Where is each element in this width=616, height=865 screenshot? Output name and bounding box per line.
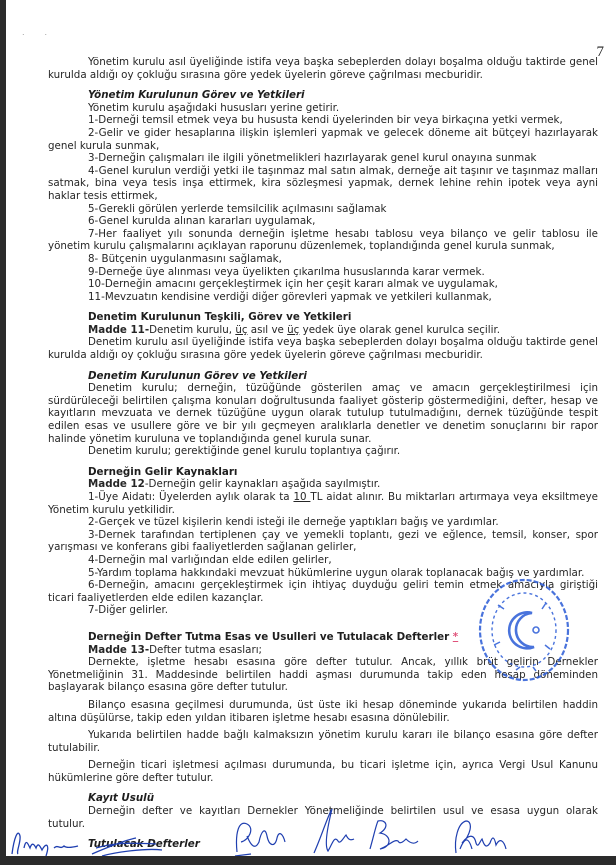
list-item: 4-Derneğin mal varlığından elde edilen gelirler, bbox=[88, 553, 332, 566]
underlined-count: üç bbox=[287, 323, 300, 336]
text: Defter tutma esasları; bbox=[149, 643, 263, 656]
list-item: 5-Gerekli görülen yerlerde temsilcilik açılmasını sağlamak bbox=[88, 202, 387, 215]
scan-specks: .. bbox=[22, 28, 68, 37]
section-heading-denetim-gorev: Denetim Kurulunun Görev ve Yetkileri bbox=[88, 369, 307, 382]
list-item: 10-Derneğin amacını gerçekleştirmek için her çeşit kararı almak ve uygulamak, bbox=[88, 278, 498, 291]
paragraph: Derneğin ticari işletmesi açılması durumunda, bu ticari işletme için, ayrıca Vergi Usul Kanunu hükümlerine göre defter tutulur. bbox=[48, 759, 598, 784]
paragraph: Denetim kurulu asıl üyeliğinde istifa veya başka sebeplerden dolayı boşalma olduğu taktirde genel kurulda aldığı oy çokluğu sırasına göre yedek üyelerin göreve çağrılması mecburidir. bbox=[48, 336, 598, 362]
text: 1-Üye Aidatı: Üyelerden aylık olarak ta bbox=[88, 491, 294, 503]
list-item: 7-Her faaliyet yılı sonunda derneğin işletme hesabı tablosu veya bilanço ve gelir tablosu ile yönetim kurulu çalışmalarını açıklayan raporunu düzenlemek, toplandığında genel kurula sunmak, bbox=[48, 227, 598, 253]
page-number: 7 bbox=[596, 44, 604, 60]
list-item: 8- Bütçenin uygulanmasını sağlamak, bbox=[88, 252, 282, 265]
list-item bbox=[48, 491, 598, 516]
paragraph: Yönetim kurulu asıl üyeliğinde istifa veya başka sebeplerden dolayı boşalma olduğu taktirde genel kurulda aldığı oy çokluğu sırasına göre yedek üyelerin göreve çağrılması mecburidir. bbox=[48, 56, 598, 81]
section-heading-denetim-teskil: Denetim Kurulunun Teşkili, Görev ve Yetkileri bbox=[88, 311, 352, 324]
document-page bbox=[6, 0, 616, 856]
text: asıl ve bbox=[247, 323, 288, 336]
article-label: Madde 12 bbox=[88, 478, 145, 491]
list-item: 6-Genel kurulda alınan kararları uygulamak, bbox=[88, 215, 316, 228]
paragraph: Dernekte, işletme hesabı esasına göre defter tutulur. Ancak, yıllık brüt gelirin Dernekler Yönetmeliğinin 31. Maddesinde belirtilen haddi aşması durumunda takip eden hesap döneminden başlayarak bilanço esasına göre defter tutulur. bbox=[48, 656, 598, 694]
footnote-star: * bbox=[452, 630, 459, 643]
section-heading-tutulacak: Tutulacak Defterler bbox=[88, 838, 200, 851]
list-item: 6-Derneğin, amacını gerçekleştirmek için ihtiyaç duyduğu geliri temin etmek amacıyla giriştiği ticari faaliyetlerden elde edilen kazançlar. bbox=[48, 579, 598, 604]
text: Derneğin Defter Tutma Esas ve Usulleri ve Tutulacak Defterler bbox=[88, 630, 450, 643]
underlined-count: üç bbox=[235, 323, 248, 336]
list-item: 9-Derneğe üye alınması veya üyelikten çıkarılma hususlarında karar vermek. bbox=[88, 265, 485, 278]
article-label: Madde 13- bbox=[88, 643, 150, 656]
section-heading-gelir: Derneğin Gelir Kaynakları bbox=[88, 465, 238, 478]
section-heading-kayit: Kayıt Usulü bbox=[88, 792, 155, 805]
list-item: 2-Gelir ve gider hesaplarına ilişkin işlemleri yapmak ve gelecek döneme ait bütçeyi hazırlayarak genel kurula sunmak, bbox=[48, 126, 598, 152]
list-item: 4-Genel kurulun verdiği yetki ile taşınmaz mal satın almak, derneğe ait taşınır ve taşınmaz malları satmak, bina veya tesis inşa ettirmek, kira sözleşmesi yapmak, dernek lehine rehin ipotek veya ayni haklar tesis ettirmek, bbox=[48, 164, 598, 202]
text: yedek üye olarak genel kurulca seçilir. bbox=[299, 323, 501, 336]
signature-2-icon bbox=[231, 812, 291, 856]
list-item: 2-Gerçek ve tüzel kişilerin kendi isteği ile derneğe yaptıkları bağış ve yardımlar. bbox=[88, 516, 499, 529]
paragraph: Denetim kurulu; derneğin, tüzüğünde gösterilen amaç ve amacın gerçekleştirilmesi için sürdürüleceği belirtilen çalışma konuları doğrultusunda faaliyet gösterip göstermediğini, defter, hesap ve kayıtların mevzuata ve dernek tüzüğüne uygun olarak tutulup tutulmadığını, dernek tüzüğünde tespit edilen esas ve usullere göre ve bir yılı geçmeyen aralıklarla denetler ve denetim sonuçlarını bir rapor halinde yönetim kuruluna ve toplandığında genel kurula sunar. bbox=[48, 382, 598, 445]
paragraph: Yukarıda belirtilen hadde bağlı kalmaksızın yönetim kurulu kararı ile bilanço esasına göre defter tutulabilir. bbox=[48, 729, 598, 754]
list-item: 11-Mevzuatın kendisine verdiği diğer görevleri yapmak ve yetkileri kullanmak, bbox=[88, 290, 492, 303]
dues-amount: 10 bbox=[293, 491, 311, 503]
signature-3-icon bbox=[306, 805, 426, 856]
official-stamp-icon bbox=[476, 575, 572, 685]
list-item: 5-Yardım toplama hakkındaki mevzuat hükümlerine uygun olarak toplanacak bağış ve yardımlar. bbox=[88, 566, 585, 579]
text: Denetim kurulu, bbox=[149, 323, 236, 336]
signature-4-icon bbox=[446, 815, 516, 856]
signature-1-icon bbox=[6, 818, 166, 856]
madde-12 bbox=[48, 478, 598, 491]
list-item: 3-Dernek tarafından tertiplenen çay ve yemekli toplantı, gezi ve eğlence, temsil, konser, spor yarışması ve konferans gibi faaliyetlerden sağlanan gelirler, bbox=[48, 528, 598, 554]
text: -Derneğin gelir kaynakları aşağıda sayılmıştır. bbox=[144, 478, 381, 491]
text: TL aidat alınır. Bu miktarları artırmaya veya eksiltmeye Yönetim kurulu yetkilidir. bbox=[48, 491, 598, 516]
list-item: 7-Diğer gelirler. bbox=[88, 604, 169, 617]
paragraph: Denetim kurulu; gerektiğinde genel kurulu toplantıya çağırır. bbox=[88, 445, 401, 458]
document-body bbox=[48, 56, 598, 851]
list-item: 3-Derneğin çalışmaları ile ilgili yönetmelikleri hazırlayarak genel kurul onayına sunmak bbox=[88, 152, 537, 165]
madde-11 bbox=[48, 324, 598, 337]
paragraph: Yönetim kurulu aşağıdaki hususları yerine getirir. bbox=[88, 101, 340, 114]
section-heading-yonetim-gorev: Yönetim Kurulunun Görev ve Yetkileri bbox=[88, 89, 305, 102]
paragraph: Bilanço esasına geçilmesi durumunda, üst üste iki hesap döneminde yukarıda belirtilen haddin altına düşülürse, takip eden yıldan itibaren işletme hesabı esasına dönülebilir. bbox=[48, 698, 598, 724]
article-label: Madde 11- bbox=[88, 323, 150, 336]
paragraph: Derneğin defter ve kayıtları Dernekler Yönetmeliğinde belirtilen usul ve esasa uygun olarak tutulur. bbox=[48, 805, 598, 830]
list-item: 1-Derneği temsil etmek veya bu hususta kendi üyelerinden bir veya birkaçına yetki vermek, bbox=[88, 114, 563, 127]
